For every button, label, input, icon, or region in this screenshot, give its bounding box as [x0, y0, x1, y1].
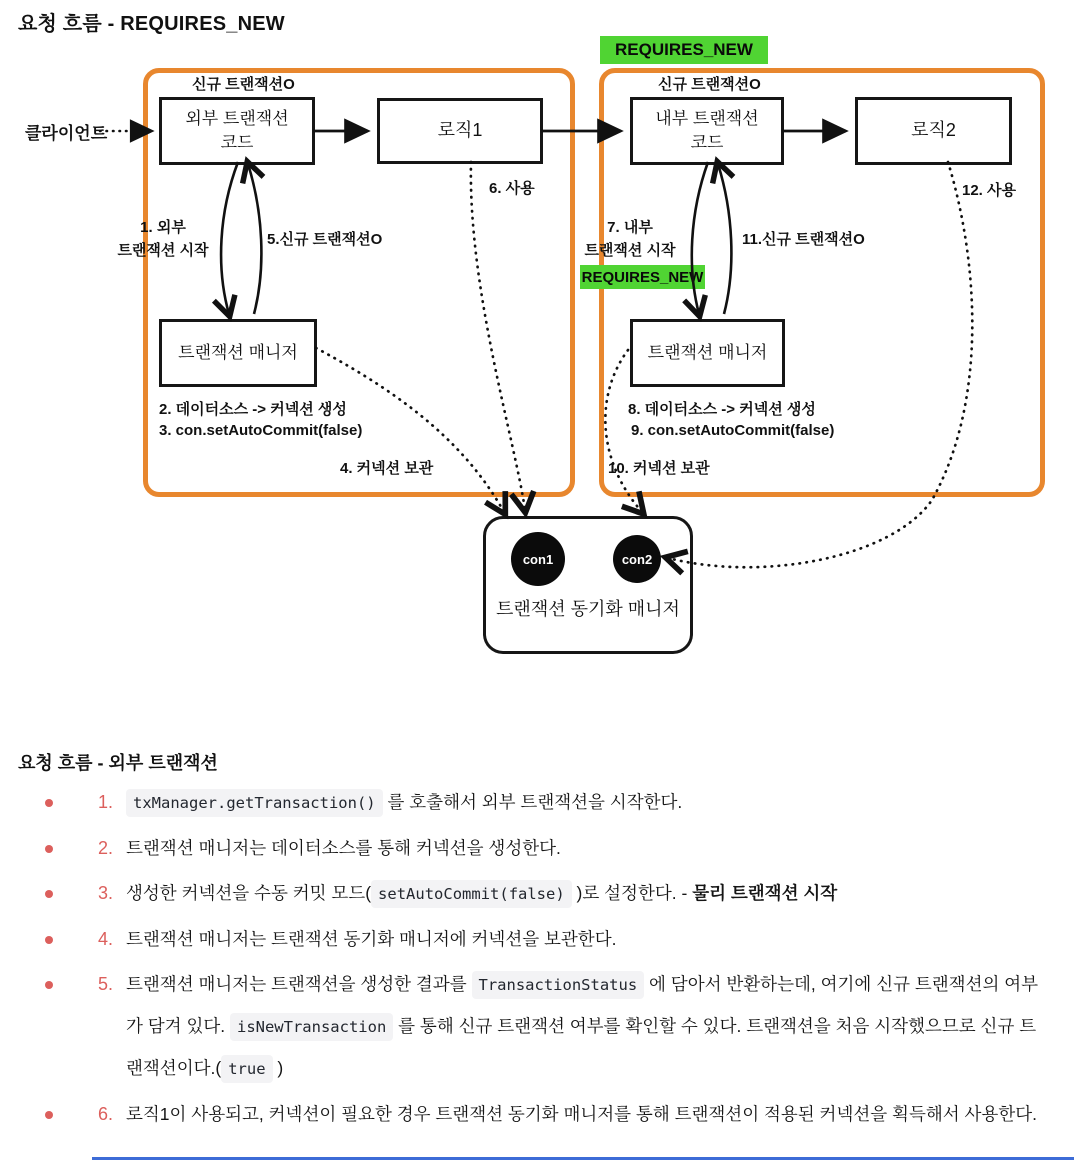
tx-manager-right-box: 트랜잭션 매니저: [630, 319, 785, 387]
left-new-tx-label: 신규 트랜잭션O: [192, 76, 295, 93]
step-3-label: 3. con.setAutoCommit(false): [159, 422, 363, 439]
list-item: [0, 782, 1060, 824]
step-8-label: 8. 데이터소스 -> 커넥션 생성: [628, 401, 816, 418]
bullet-icon: [45, 936, 53, 944]
inline-code: isNewTransaction: [230, 1013, 393, 1041]
logic1-box: 로직1: [377, 98, 543, 164]
bottom-blue-line: [92, 1157, 1074, 1160]
item-text: [126, 919, 1048, 960]
list-item: [0, 873, 1060, 915]
item-number: 3.: [97, 883, 113, 903]
tx-manager-left-box: 트랜잭션 매니저: [159, 319, 317, 387]
con1-circle: con1: [511, 532, 565, 586]
plain-text: 트랜잭션 매니저는 트랜잭션을 생성한 결과를: [126, 974, 472, 994]
item-number: 6.: [97, 1104, 113, 1124]
item-number: 4.: [97, 929, 113, 949]
right-new-tx-label: 신규 트랜잭션O: [658, 76, 761, 93]
plain-text: 에 담아서 반환하는데, 여기에 신규 트랜잭션의 여부가 담겨 있다.: [126, 974, 1039, 1036]
plain-text: 트랜잭션 매니저는 데이터소스를 통해 커넥션을 생성한다.: [126, 838, 561, 858]
inline-code: txManager.getTransaction(): [126, 789, 383, 817]
inner-tx-code-box: [630, 97, 784, 165]
item-text: [126, 1094, 1048, 1135]
step-11-label: 11.신규 트랜잭션O: [742, 231, 865, 248]
page-title: 요청 흐름 - REQUIRES_NEW: [18, 13, 285, 35]
requires-new-badge-inner: REQUIRES_NEW: [580, 265, 705, 289]
bullet-icon: [45, 845, 53, 853]
outer-tx-code-line2: 코드: [220, 133, 254, 152]
section-heading: 요청 흐름 - 외부 트랜잭션: [18, 753, 218, 773]
list-item: [0, 964, 1060, 1090]
inline-code: TransactionStatus: [472, 971, 645, 999]
step-10-label: 10. 커넥션 보관: [608, 460, 710, 477]
inner-tx-code-line2: 코드: [690, 133, 724, 152]
step-4-label: 4. 커넥션 보관: [340, 460, 434, 477]
plain-text: 를 통해 신규 트랜잭션 여부를 확인할 수 있다. 트랜잭션을 처음 시작했으므로 신규 트랜잭션이다.(: [126, 1016, 1037, 1078]
inline-code: setAutoCommit(false): [371, 880, 572, 908]
explanation-list: [0, 782, 1060, 1139]
con2-circle: con2: [613, 535, 661, 583]
outer-tx-code-box: [159, 97, 315, 165]
step-5-label: 5.신규 트랜잭션O: [267, 231, 383, 248]
plain-text: )로 설정한다. -: [571, 883, 693, 903]
bullet-icon: [45, 890, 53, 898]
item-text: [126, 782, 1048, 824]
bold-text: 물리 트랜잭션 시작: [692, 883, 838, 903]
item-number: 1.: [97, 792, 113, 812]
tx-sync-manager-label: 트랜잭션 동기화 매니저: [496, 599, 680, 619]
requires-new-badge-top: REQUIRES_NEW: [600, 36, 768, 64]
step-12-label: 12. 사용: [962, 182, 1016, 199]
inline-code: true: [221, 1055, 272, 1083]
step-6-label: 6. 사용: [489, 180, 535, 197]
plain-text: 생성한 커넥션을 수동 커밋 모드(: [126, 883, 372, 903]
outer-tx-code-line1: 외부 트랜잭션: [185, 109, 289, 129]
list-item: [0, 919, 1060, 960]
list-item: [0, 1094, 1060, 1135]
list-item: [0, 828, 1060, 869]
item-number: 2.: [97, 838, 113, 858]
bullet-icon: [45, 799, 53, 807]
step-1-label: 1. 외부 트랜잭션 시작: [117, 219, 209, 260]
item-text: [126, 873, 1048, 915]
step-2-label: 2. 데이터소스 -> 커넥션 생성: [159, 401, 347, 418]
bullet-icon: [45, 981, 53, 989]
tx-sync-manager-box: [483, 516, 693, 654]
plain-text: 를 호출해서 외부 트랜잭션을 시작한다.: [382, 792, 683, 812]
logic2-box: 로직2: [855, 97, 1012, 165]
item-number: 5.: [97, 974, 113, 994]
plain-text: ): [272, 1058, 284, 1078]
item-text: [126, 828, 1048, 869]
step-7-label: 7. 내부 트랜잭션 시작: [584, 219, 676, 260]
bullet-icon: [45, 1111, 53, 1119]
step-9-label: 9. con.setAutoCommit(false): [631, 422, 835, 439]
item-text: [126, 964, 1048, 1090]
client-label: 클라이언트: [25, 124, 108, 143]
inner-tx-code-line1: 내부 트랜잭션: [655, 109, 759, 129]
plain-text: 로직1이 사용되고, 커넥션이 필요한 경우 트랜잭션 동기화 매니저를 통해 트랜잭션이 적용된 커넥션을 획득해서 사용한다.: [126, 1104, 1038, 1124]
plain-text: 트랜잭션 매니저는 트랜잭션 동기화 매니저에 커넥션을 보관한다.: [126, 929, 617, 949]
